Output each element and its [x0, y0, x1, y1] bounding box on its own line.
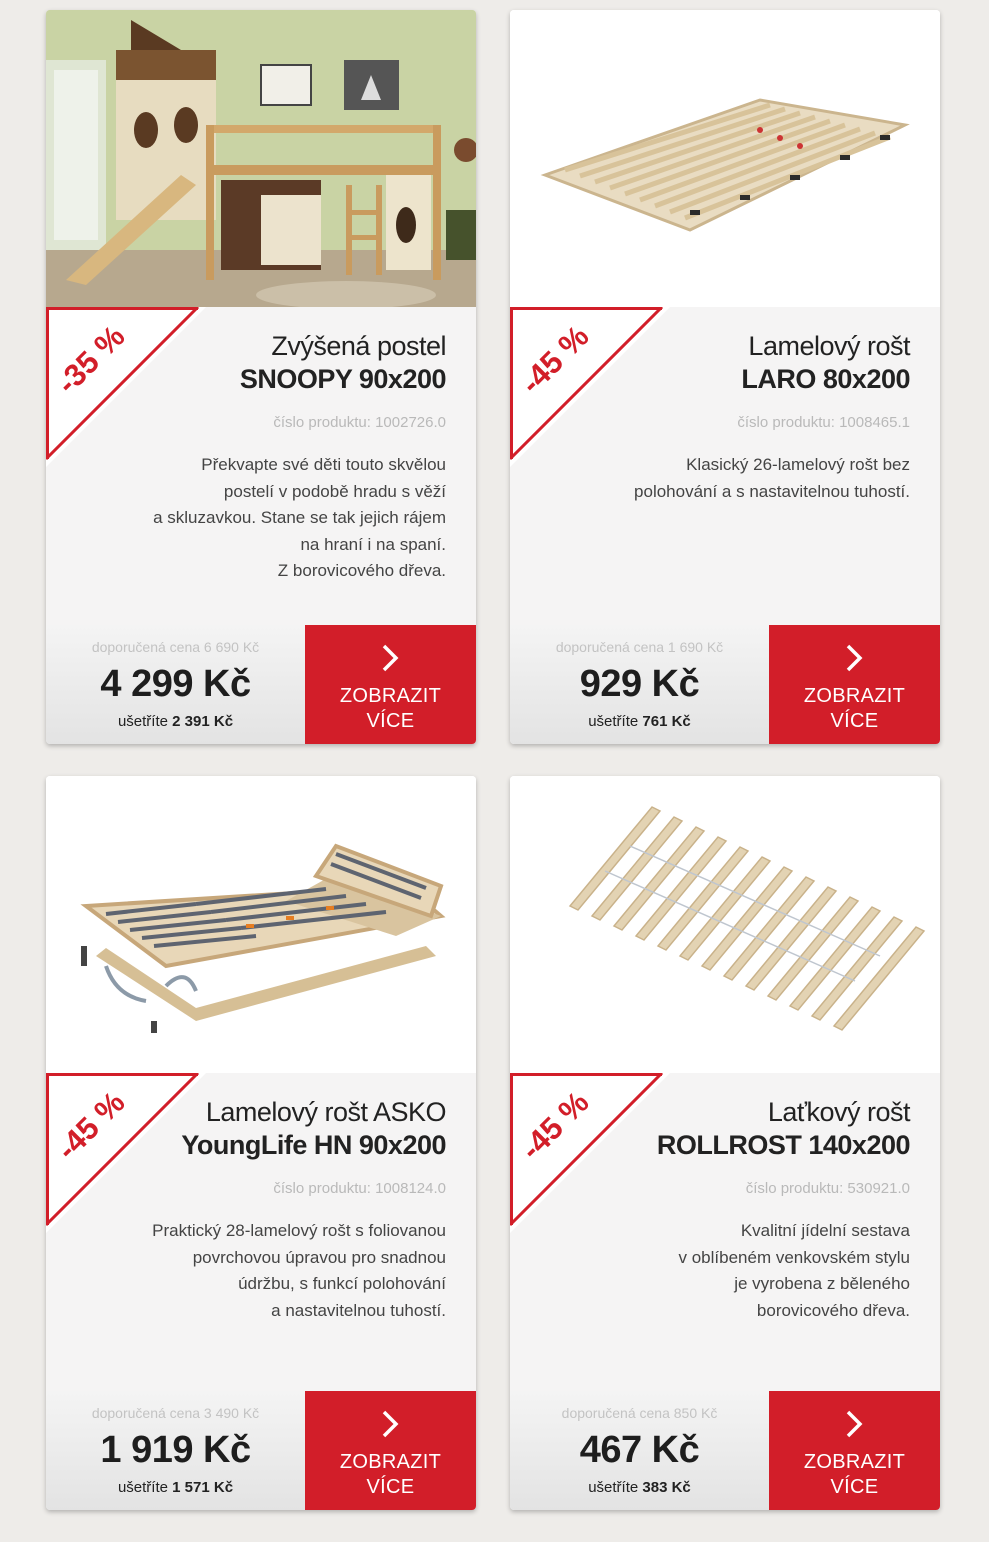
- product-code: číslo produktu: 530921.0: [745, 1180, 910, 1197]
- product-title-line1: Zvýšená postel: [271, 331, 446, 361]
- recommended-price: doporučená cena 3 490 Kč: [91, 1405, 260, 1421]
- savings-amount: 761 Kč: [642, 713, 691, 730]
- product-title-line2: LARO 80x200: [741, 364, 910, 394]
- slatted-frame-image[interactable]: [510, 10, 940, 307]
- product-title[interactable]: [580, 330, 910, 396]
- savings-label: ušetříte: [588, 713, 639, 730]
- product-description: [550, 1218, 910, 1324]
- description-line: a nastavitelnou tuhostí.: [271, 1300, 446, 1320]
- adjustable-slatted-frame-image[interactable]: [46, 776, 476, 1073]
- product-title-line2: ROLLROST 140x200: [656, 1130, 910, 1160]
- discount-text: -45 %: [49, 1084, 132, 1167]
- description-line: v oblíbeném venkovském stylu: [678, 1247, 910, 1267]
- recommended-price: doporučená cena 850 Kč: [561, 1405, 718, 1421]
- savings: [510, 713, 769, 730]
- savings-amount: 383 Kč: [642, 1479, 691, 1496]
- product-title-line1: Lamelový rošt ASKO: [205, 1097, 446, 1127]
- description-line: na hraní i na spaní.: [300, 534, 446, 554]
- price-box: [46, 1391, 305, 1510]
- show-more-button[interactable]: [305, 1391, 476, 1510]
- show-more-label-1: ZOBRAZIT: [339, 685, 442, 707]
- chevron-right-icon: [378, 1409, 402, 1439]
- chevron-right-icon: [842, 1409, 866, 1439]
- product-description: [86, 1218, 446, 1324]
- show-more-label-2: VÍCE: [366, 710, 415, 732]
- discount-text: -45 %: [513, 318, 596, 401]
- product-title[interactable]: [116, 1096, 446, 1162]
- product-code: číslo produktu: 1008465.1: [737, 414, 910, 431]
- product-code: číslo produktu: 1002726.0: [273, 414, 446, 431]
- loft-bed-image[interactable]: [46, 10, 476, 307]
- product-title-line1: Laťkový rošt: [767, 1097, 910, 1127]
- savings: [46, 1479, 305, 1496]
- price-box: [510, 625, 769, 744]
- discount-text: -45 %: [513, 1084, 596, 1167]
- description-line: borovicového dřeva.: [756, 1300, 910, 1320]
- product-title-line1: Lamelový rošt: [748, 331, 910, 361]
- savings-amount: 1 571 Kč: [172, 1479, 234, 1496]
- product-card[interactable]: [510, 10, 940, 744]
- product-card[interactable]: [46, 10, 476, 744]
- show-more-label-2: VÍCE: [830, 1476, 879, 1498]
- description-line: povrchovou úpravou pro snadnou: [192, 1247, 446, 1267]
- description-line: Klasický 26-lamelový rošt bez: [686, 455, 910, 474]
- chevron-right-icon: [378, 643, 402, 673]
- description-line: Překvapte své děti touto skvělou: [201, 455, 446, 474]
- savings: [510, 1479, 769, 1496]
- product-card[interactable]: [46, 776, 476, 1510]
- price-box: [510, 1391, 769, 1510]
- roll-slats-image[interactable]: [510, 776, 940, 1073]
- price-box: [46, 625, 305, 744]
- chevron-right-icon: [842, 643, 866, 673]
- product-title[interactable]: [580, 1096, 910, 1162]
- product-title-line2: SNOOPY 90x200: [239, 364, 446, 394]
- show-more-button[interactable]: [769, 625, 940, 744]
- description-line: postelí v podobě hradu s věží: [223, 481, 446, 501]
- savings-label: ušetříte: [117, 1479, 168, 1496]
- current-price: 1 919 Kč: [100, 1429, 251, 1471]
- show-more-label-1: ZOBRAZIT: [803, 1451, 906, 1473]
- savings: [46, 713, 305, 730]
- recommended-price: doporučená cena 1 690 Kč: [555, 639, 724, 655]
- savings-label: ušetříte: [117, 713, 168, 730]
- savings-label: ušetříte: [588, 1479, 639, 1496]
- product-description: [550, 452, 910, 505]
- show-more-label-1: ZOBRAZIT: [339, 1451, 442, 1473]
- product-code: číslo produktu: 1008124.0: [273, 1180, 446, 1197]
- show-more-button[interactable]: [305, 625, 476, 744]
- description-line: Praktický 28-lamelový rošt s foliovanou: [152, 1221, 446, 1240]
- product-description: [86, 452, 446, 585]
- show-more-label-2: VÍCE: [366, 1476, 415, 1498]
- current-price: 929 Kč: [579, 663, 700, 705]
- description-line: je vyrobena z běleného: [734, 1274, 910, 1293]
- show-more-button[interactable]: [769, 1391, 940, 1510]
- description-line: Kvalitní jídelní sestava: [740, 1221, 910, 1240]
- description-line: Z borovicového dřeva.: [277, 561, 446, 580]
- product-title[interactable]: [116, 330, 446, 396]
- description-line: a skluzavkou. Stane se tak jejich rájem: [153, 508, 446, 527]
- description-line: údržbu, s funkcí polohování: [238, 1274, 446, 1293]
- savings-amount: 2 391 Kč: [172, 713, 234, 730]
- show-more-label-1: ZOBRAZIT: [803, 685, 906, 707]
- product-card[interactable]: [510, 776, 940, 1510]
- current-price: 467 Kč: [579, 1429, 700, 1471]
- product-title-line2: YoungLife HN 90x200: [181, 1130, 446, 1160]
- show-more-label-2: VÍCE: [830, 710, 879, 732]
- description-line: polohování a s nastavitelnou tuhostí.: [634, 481, 910, 501]
- current-price: 4 299 Kč: [100, 663, 251, 705]
- recommended-price: doporučená cena 6 690 Kč: [91, 639, 260, 655]
- discount-text: -35 %: [49, 318, 132, 401]
